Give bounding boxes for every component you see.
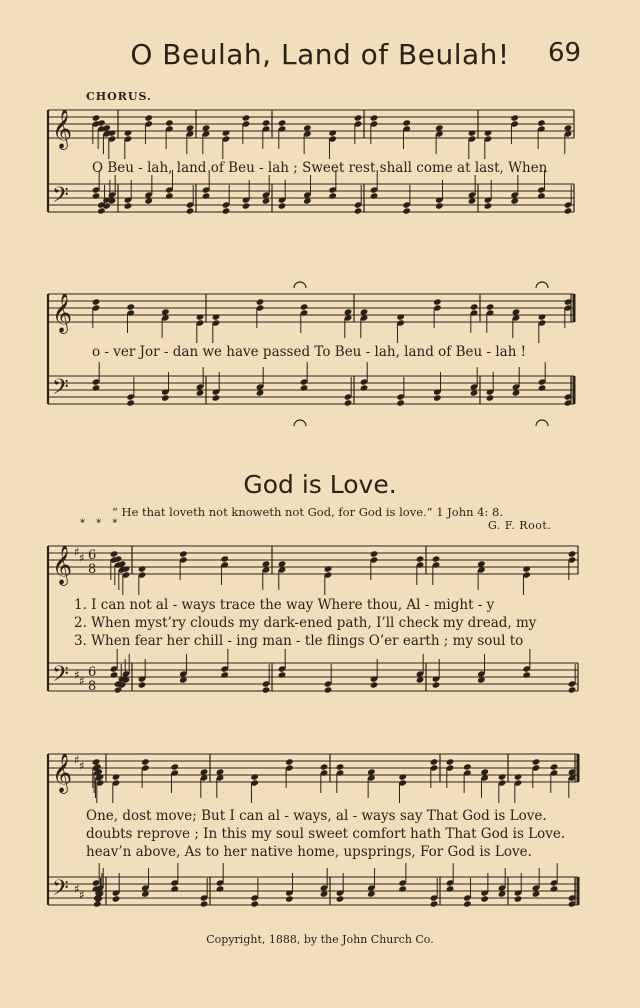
verse-line: 1. I can not al - ways trace the way Where thou, Al - might - y [74,597,495,613]
note-head [278,119,287,126]
note-head [112,773,121,780]
note-head [92,384,101,391]
sharp-icon: ♯ [79,551,85,565]
time-signature-top: 6 [88,548,97,563]
note-head [320,763,329,770]
note-head [402,207,411,214]
note-head [398,885,407,892]
note-head [196,313,205,320]
verse-line: One, dost move; But I can al - ways, al - ways say That God is Love. [86,808,547,824]
note-head [486,303,495,310]
note-head [433,394,442,401]
note-head [336,763,345,770]
note-head [354,207,363,214]
bass-clef-icon: 𝄢 [52,375,69,405]
note-head [522,565,531,572]
hymn-title: God is Love. [243,470,397,499]
note-head [324,686,333,693]
note-head [537,119,546,126]
copyright: Copyright, 1888, by the John Church Co. [206,933,434,946]
epigraph: “ He that loveth not knoweth not God, for God is love.” 1 John 4: 8. [112,505,503,519]
note-head [354,114,363,121]
sharp-icon: ♯ [79,888,85,902]
note-head [396,399,405,406]
note-head [463,900,472,907]
note-head [446,758,455,765]
composer: G. F. Root. [488,519,552,532]
note-head [126,399,135,406]
note-head [165,119,174,126]
note-head [262,686,271,693]
note-head [179,550,188,557]
note-head [564,207,573,214]
note-head [538,384,547,391]
note-head [212,313,221,320]
note-head [170,763,179,770]
note-head [212,394,221,401]
note-head [110,550,119,557]
treble-clef-icon: 𝄞 [52,753,73,793]
note-head [398,773,407,780]
marks: * * * [80,518,122,529]
fermata-icon [536,420,548,426]
verse-line: 2. When myst’ry clouds my dark-ened path, I’ll check my dread, my [74,615,537,631]
note-head [126,303,135,310]
note-head [568,686,577,693]
page-number: 69 [548,38,582,68]
time-signature-bottom: 8 [88,562,97,577]
note-head [110,671,119,678]
note-head [216,885,225,892]
fermata-icon [536,282,548,288]
note-head [360,384,369,391]
lyric-line: o - ver Jor - dan we have passed To Beu - lah, land of Beu - lah ! [92,344,527,360]
treble-clef-icon: 𝄞 [52,293,73,333]
bass-clef-icon: 𝄢 [52,183,69,213]
note-head [222,129,231,136]
note-head [92,298,101,305]
sharp-icon: ♯ [74,545,80,559]
note-head [278,671,287,678]
note-head [250,900,259,907]
note-head [112,895,121,902]
note-head [537,192,546,199]
note-head [435,202,444,209]
note-head [510,114,519,121]
note-head [432,555,441,562]
note-head [250,773,259,780]
note-head [416,555,425,562]
sharp-icon: ♯ [79,759,85,773]
note-head [370,192,379,199]
note-head [285,895,294,902]
note-head [336,895,345,902]
note-head [396,313,405,320]
note-head [141,758,150,765]
note-head [532,758,541,765]
treble-clef-icon: 𝄞 [52,545,73,585]
verse-line: doubts reprove ; In this my soul sweet comfort hath That God is Love. [86,826,566,842]
note-head [220,671,229,678]
note-head [138,565,147,572]
note-head [202,192,211,199]
bass-clef-icon: 𝄢 [52,876,69,906]
note-head [144,114,153,121]
note-head [486,394,495,401]
note-head [446,885,455,892]
note-head [300,303,309,310]
note-head [480,895,489,902]
note-head [324,565,333,572]
note-head [402,119,411,126]
note-head [92,192,101,199]
note-head [432,681,441,688]
note-head [300,384,309,391]
note-head [222,207,231,214]
bass-clef-icon: 𝄢 [52,662,69,692]
note-head [370,550,379,557]
note-head [242,114,251,121]
note-head [262,119,271,126]
note-head [124,129,133,136]
note-head [568,550,577,557]
lyric-line: O Beu - lah, land of Beu - lah ; Sweet rest shall come at last, When [92,160,548,176]
note-head [498,773,507,780]
time-signature-bottom: 8 [88,679,97,694]
note-head [430,758,439,765]
note-head [468,129,477,136]
note-head [170,885,179,892]
fermata-icon [294,282,306,288]
time-signature-top: 6 [88,665,97,680]
hymn-title: O Beulah, Land of Beulah! [130,38,510,71]
note-head [538,313,547,320]
note-head [92,114,101,121]
note-head [514,773,523,780]
note-head [242,202,251,209]
fermata-icon [294,420,306,426]
note-head [138,681,147,688]
note-head [328,192,337,199]
sharp-icon: ♯ [74,882,80,896]
sharp-icon: ♯ [79,674,85,688]
note-head [370,114,379,121]
note-head [97,207,106,214]
note-head [256,298,265,305]
note-head [124,202,133,209]
note-head [430,900,439,907]
note-head [550,763,559,770]
note-head [165,192,174,199]
treble-clef-icon: 𝄞 [52,109,73,149]
note-head [370,681,379,688]
note-head [285,758,294,765]
note-head [161,394,170,401]
note-head [344,399,353,406]
note-head [514,895,523,902]
note-head [484,129,493,136]
note-head [328,129,337,136]
note-head [433,298,442,305]
verse-line: 3. When fear her chill - ing man - tle flings O’er earth ; my soul to [74,633,524,649]
note-head [220,555,229,562]
note-head [550,885,559,892]
note-head [186,207,195,214]
note-head [463,763,472,770]
verse-line: heav’n above, As to her native home, upsprings, For God is Love. [86,844,532,860]
note-head [200,900,209,907]
sharp-icon: ♯ [74,668,80,682]
note-head [522,671,531,678]
note-head [278,202,287,209]
chorus-label: CHORUS. [86,90,152,103]
note-head [484,202,493,209]
sharp-icon: ♯ [74,753,80,767]
note-head [470,303,479,310]
